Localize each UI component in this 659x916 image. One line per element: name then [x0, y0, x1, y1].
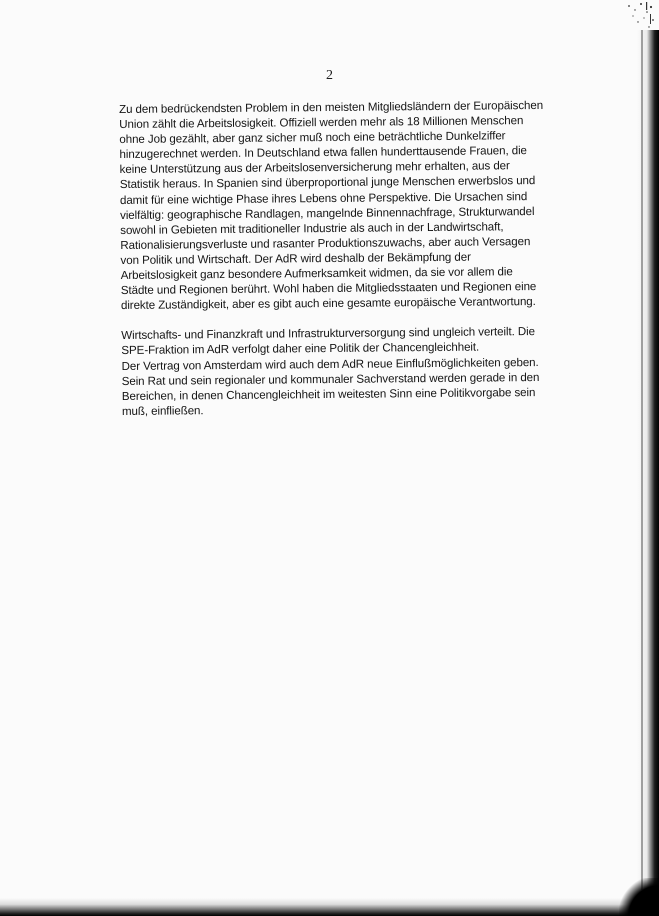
text-line: vielfältig: geographische Randlagen, mangelnde Binnennachfrage, Strukturwandel: [120, 204, 535, 222]
paragraph-equal-opportunity: [121, 324, 592, 419]
text-line: SPE-Fraktion im AdR verfolgt daher eine Politik der Chancengleichheit.: [121, 340, 480, 358]
text-line: damit für eine wichtige Phase ihres Lebens ohne Perspektive. Die Ursachen sind: [119, 189, 528, 207]
text-line: Zu dem bedrückendsten Problem in den meisten Mitgliedsländern der Europäischen: [119, 98, 544, 116]
text-line: direkte Zuständigkeit, aber es gibt auch eine gesamte europäische Verantwortung.: [120, 295, 536, 313]
text-line: Bereichen, in denen Chancengleichheit im weitesten Sinn eine Politikvorgabe sein: [121, 385, 536, 403]
text-line: Wirtschafts- und Finanzkraft und Infrastrukturversorgung sind ungleich verteilt. Die: [121, 325, 535, 343]
text-line: ohne Job gezählt, aber ganz sicher muß noch eine beträchtliche Dunkelziffer: [119, 129, 506, 147]
text-line: Der Vertrag von Amsterdam wird auch dem AdR neue Einflußmöglichkeiten geben.: [121, 355, 539, 373]
paragraph-unemployment: [119, 97, 591, 313]
text-line: sowohl in Gebieten mit traditioneller Industrie als auch in der Landwirtschaft,: [120, 220, 504, 237]
text-line: Arbeitslosigkeit ganz besondere Aufmerksamkeit widmen, da sie vor allem die: [120, 265, 513, 283]
text-line: keine Unterstützung aus der Arbeitslosenversicherung mehr erhalten, aus der: [119, 159, 510, 177]
text-line: muß, einfließen.: [121, 403, 204, 418]
scan-edge-bottom: [0, 898, 659, 916]
text-line: von Politik und Wirtschaft. Der AdR wird deshalb der Bekämpfung der: [120, 250, 471, 267]
text-line: Rationalisierungsverluste und rasanter Produktionszuwachs, aber auch Versagen: [120, 234, 531, 252]
text-line: Union zählt die Arbeitslosigkeit. Offiziell werden mehr als 18 Millionen Menschen: [119, 114, 524, 132]
text-line: Statistik heraus. In Spanien sind überproportional junge Menschen erwerbslos und: [119, 174, 536, 192]
text-line: Städte und Regionen berührt. Wohl haben die Mitgliedsstaaten und Regionen eine: [120, 280, 537, 298]
text-line: hinzugerechnet werden. In Deutschland etwa fallen hunderttausende Frauen, die: [119, 144, 527, 162]
scan-corner-shadow: [619, 878, 659, 916]
scan-edge-right: [637, 30, 659, 916]
text-line: Sein Rat und sein regionaler und kommunaler Sachverstand werden gerade in den: [121, 370, 540, 388]
body-text: [119, 97, 592, 433]
page-number: 2: [326, 68, 333, 83]
